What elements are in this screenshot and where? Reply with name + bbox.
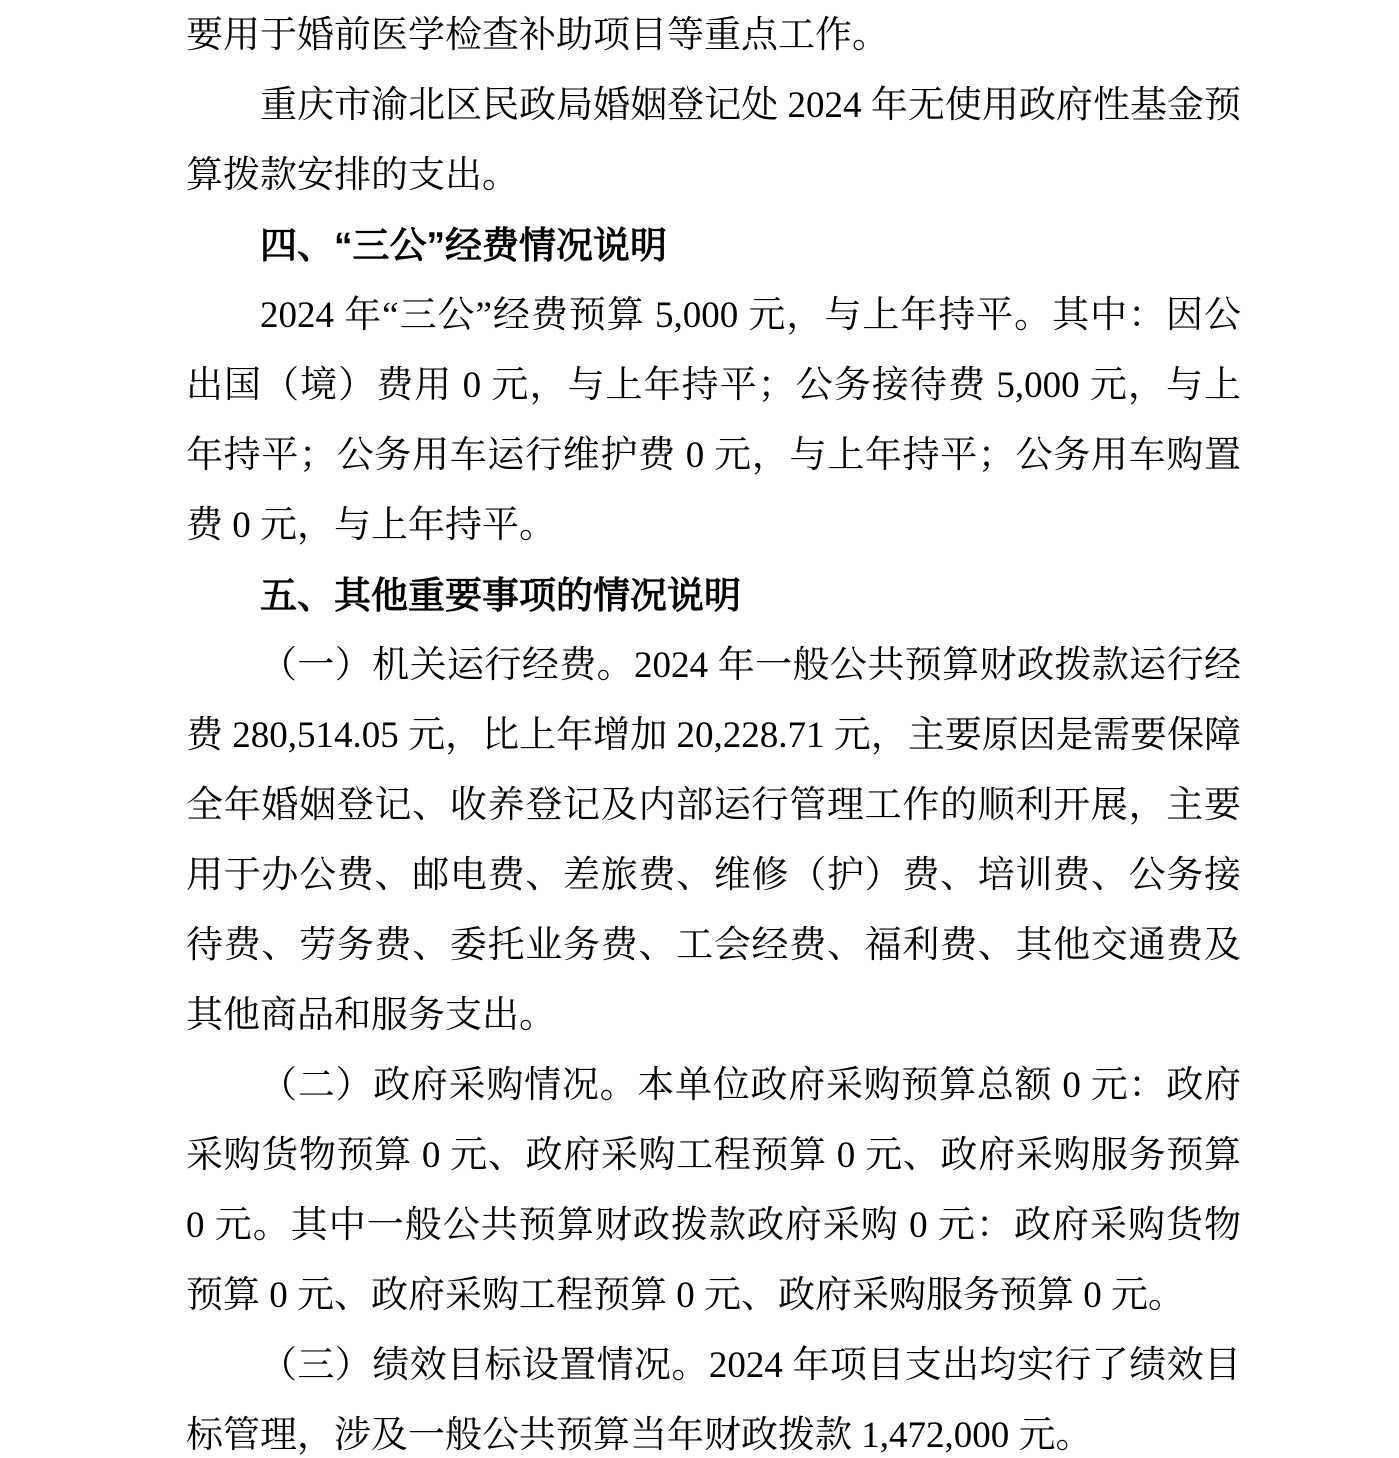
section-heading: 五、其他重要事项的情况说明: [260, 575, 741, 616]
paragraph: （三）绩效目标设置情况。2024 年项目支出均实行了绩效目标管理，涉及一般公共预算当年财政拨款 1,472,000 元。: [186, 1345, 1241, 1456]
paragraph: （一）机关运行经费。2024 年一般公共预算财政拨款运行经费 280,514.05 元，比上年增加 20,228.71 元，主要原因是需要保障全年婚姻登记、收养登记及内部运行管理工作的顺利开展，主要用于办公费、邮电费、差旅费、维修（护）费、培训费、公务接待费、劳务费、委托业务费、工会经费、福利费、其他交通费及其他商品和服务支出。: [186, 645, 1241, 1036]
paragraph: 2024 年“三公”经费预算 5,000 元，与上年持平。其中：因公出国（境）费用 0 元，与上年持平；公务接待费 5,000 元，与上年持平；公务用车运行维护费 0 元，与上年持平；公务用车购置费 0 元，与上年持平。: [186, 295, 1241, 546]
paragraph: （二）政府采购情况。本单位政府采购预算总额 0 元：政府采购货物预算 0 元、政府采购工程预算 0 元、政府采购服务预算 0 元。其中一般公共预算财政拨款政府采购 0 元：政府采购货物预算 0 元、政府采购工程预算 0 元、政府采购服务预算 0 元。: [186, 1065, 1241, 1316]
section-heading: 四、“三公”经费情况说明: [260, 225, 667, 266]
paragraph: 要用于婚前医学检查补助项目等重点工作。: [186, 15, 889, 56]
paragraph: 重庆市渝北区民政局婚姻登记处 2024 年无使用政府性基金预算拨款安排的支出。: [186, 85, 1241, 196]
